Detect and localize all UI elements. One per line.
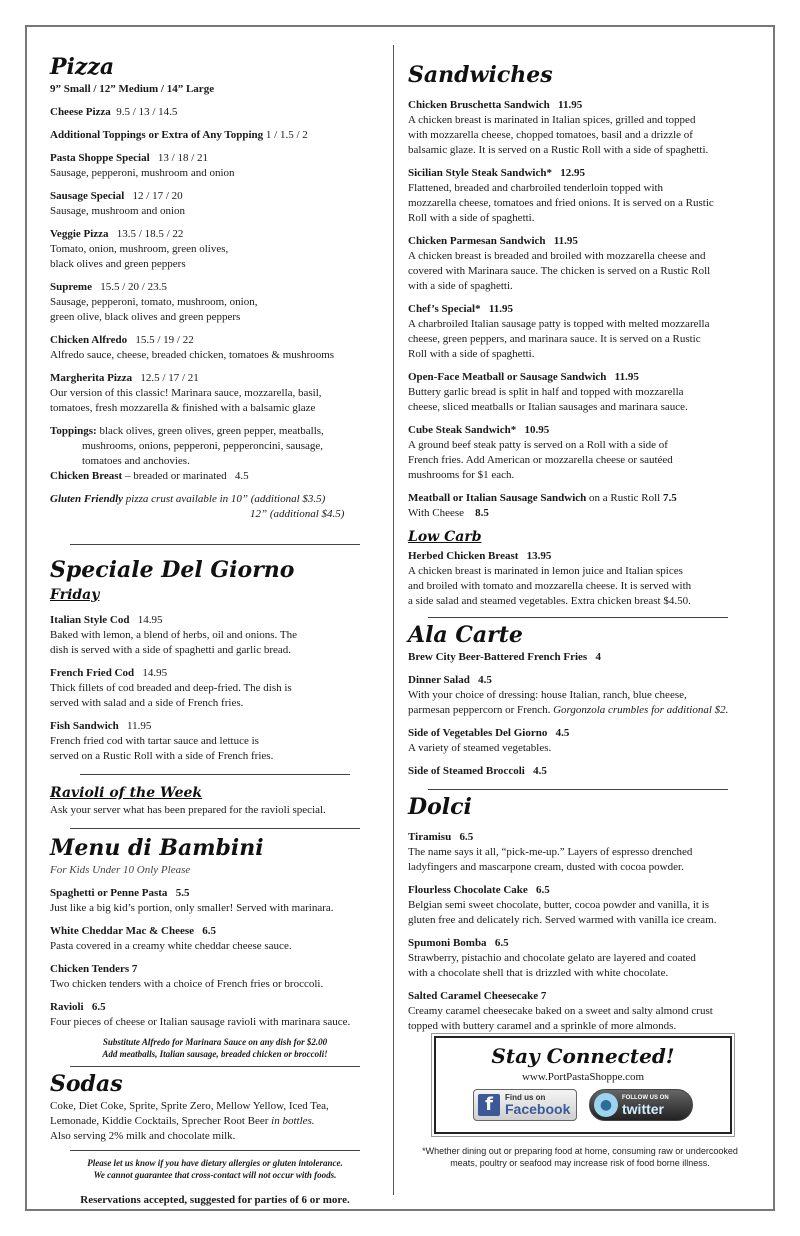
item-description: A chicken breast is marinated in Italian spices, grilled and topped xyxy=(408,114,696,126)
item-name: Spaghetti or Penne Pasta xyxy=(50,887,168,899)
facebook-small-text: Find us on xyxy=(505,1093,546,1102)
item-description: Two chicken tenders with a choice of French fries or broccoli. xyxy=(50,978,324,990)
pizza-item xyxy=(50,227,380,272)
item-price: 15.5 / 19 / 22 xyxy=(135,334,194,346)
item-name: Chicken Tenders 7 xyxy=(50,963,138,975)
divider xyxy=(70,544,360,545)
broccoli-side: Side of Steamed Broccoli 4.5 xyxy=(408,765,547,777)
dolci-items xyxy=(408,830,748,1034)
sandwich-items xyxy=(408,98,748,483)
dolci-heading: Dolci xyxy=(408,794,472,820)
item-description: Buttery garlic bread is split in half and topped with mozzarella xyxy=(408,386,684,398)
bambini-subtitle: For Kids Under 10 Only Please xyxy=(50,864,191,876)
dessert-item xyxy=(408,830,748,875)
facebook-icon: f xyxy=(478,1094,500,1116)
item-description: Strawberry, pistachio and chocolate gelato are layered and coated xyxy=(408,952,696,964)
vegetables-side: Side of Vegetables Del Giorno 4.5 A variety of steamed vegetables. xyxy=(408,727,570,754)
pizza-item xyxy=(50,333,380,363)
item-name: Tiramisu xyxy=(408,831,452,843)
item-name: Chicken Alfredo xyxy=(50,334,128,346)
item-price: 13.5 / 18.5 / 22 xyxy=(116,228,184,240)
item-description: tomatoes, fresh mozzarella & finished with a balsamic glaze xyxy=(50,402,316,414)
item-description: French fries. Add American or mozzarella cheese or sautéed xyxy=(408,454,673,466)
item-price: 12.95 xyxy=(560,167,585,179)
divider xyxy=(70,1066,360,1067)
item-description: balsamic glaze. It is served on a Rustic Roll with a side of spaghetti. xyxy=(408,144,709,156)
item-price: 6.5 xyxy=(494,937,509,949)
bambini-notes: Substitute Alfredo for Marinara Sauce on any dish for $2.00 Add meatballs, Italian sausage, breaded chicken or broccoli! xyxy=(102,1037,328,1059)
item-price: 14.95 xyxy=(137,614,163,626)
item-description: Roll with a side of spaghetti. xyxy=(408,348,535,360)
facebook-text: Facebook xyxy=(505,1101,571,1117)
item-description: Sausage, mushroom and onion xyxy=(50,205,186,217)
dinner-salad: Dinner Salad 4.5 With your choice of dressing: house Italian, ranch, blue cheese, parmesan peppercorn or French. Gorgonzola crumbles for additional $2. xyxy=(408,674,729,716)
kids-item xyxy=(50,924,380,954)
special-item xyxy=(50,666,380,711)
item-price: 15.5 / 20 / 23.5 xyxy=(100,281,167,293)
item-name: Pasta Shoppe Special xyxy=(50,152,150,164)
special-item xyxy=(50,613,380,658)
item-name: Open-Face Meatball or Sausage Sandwich xyxy=(408,371,607,383)
item-description: Tomato, onion, mushroom, green olives, xyxy=(50,243,229,255)
item-price: 11.95 xyxy=(488,303,514,315)
item-price: 11.95 xyxy=(127,720,152,732)
item-description: topped with buttery caramel and a sprinkle of more almonds. xyxy=(408,1020,677,1032)
item-name: Fish Sandwich xyxy=(50,720,119,732)
item-price: 11.95 xyxy=(553,235,578,247)
kids-item xyxy=(50,886,380,916)
sandwich-item xyxy=(408,370,748,415)
item-price: 6.5 xyxy=(536,884,550,896)
item-description: with a chocolate shell that is drizzled with white chocolate. xyxy=(408,967,669,979)
additional-toppings: Additional Toppings or Extra of Any Topping 1 / 1.5 / 2 xyxy=(50,129,308,141)
meatball-sandwich: Meatball or Italian Sausage Sandwich on a Rustic Roll 7.5 With Cheese 8.5 xyxy=(408,492,677,519)
gluten-friendly-note: Gluten Friendly pizza crust available in 10” (additional $3.5) 12” (additional $4.5) xyxy=(50,493,345,520)
speciale-items xyxy=(50,613,380,764)
item-name: Sausage Special xyxy=(50,190,125,202)
item-description: ladyfingers and mascarpone cream, dusted with cocoa powder. xyxy=(408,861,684,873)
item-name: Salted Caramel Cheesecake 7 xyxy=(408,990,547,1002)
reservations-note: Reservations accepted, suggested for parties of 6 or more. xyxy=(80,1194,350,1206)
column-divider xyxy=(393,45,394,1195)
divider xyxy=(70,828,360,829)
item-name: Chef’s Special* xyxy=(408,303,481,315)
dessert-item xyxy=(408,936,748,981)
item-name: Chicken Parmesan Sandwich xyxy=(408,235,546,247)
item-description: dish is served with a side of spaghetti and garlic bread. xyxy=(50,644,292,656)
item-description: served on a Rustic Roll with a side of French fries. xyxy=(50,750,274,762)
sodas-line1: Coke, Diet Coke, Sprite, Sprite Zero, Mellow Yellow, Iced Tea, xyxy=(50,1100,329,1112)
sodas-line2: Lemonade, Kiddie Cocktails, Sprecher Root Beer in bottles. xyxy=(50,1115,315,1127)
twitter-text: twitter xyxy=(622,1100,664,1117)
item-description: Baked with lemon, a blend of herbs, oil and onions. The xyxy=(50,629,297,641)
website-url[interactable]: www.PortPastaShoppe.com xyxy=(521,1071,645,1083)
dessert-item xyxy=(408,989,748,1034)
sandwich-item xyxy=(408,166,748,226)
sodas-line3: Also serving 2% milk and chocolate milk. xyxy=(50,1130,236,1142)
pizza-item xyxy=(50,280,380,325)
sandwich-item xyxy=(408,234,748,294)
friday-subheading: Friday xyxy=(50,587,100,603)
facebook-badge[interactable] xyxy=(473,1089,577,1121)
food-safety-disclaimer: *Whether dining out or preparing food at home, consuming raw or undercooked meats, poultry or seafood may increase risk of food borne illness. xyxy=(422,1146,738,1168)
item-name: Supreme xyxy=(50,281,92,293)
fries-item: Brew City Beer-Battered French Fries 4 xyxy=(408,651,601,663)
bambini-items xyxy=(50,886,380,1030)
herbed-chicken-breast: Herbed Chicken Breast 13.95 A chicken breast is marinated in lemon juice and Italian spices and broiled with tomato and mozzarella cheese. It is served with a side salad and steamed vegetables. Extra chicken breast $4.50. xyxy=(408,550,692,607)
item-description: Sausage, pepperoni, tomato, mushroom, onion, xyxy=(50,296,258,308)
stay-connected-box xyxy=(434,1036,732,1134)
item-name: Ravioli xyxy=(50,1001,84,1013)
allergy-notice: Please let us know if you have dietary allergies or gluten intolerance. We cannot guarantee that cross-contact will not occur with foods. xyxy=(87,1158,343,1180)
dessert-item xyxy=(408,883,748,928)
item-description: Creamy caramel cheesecake baked on a sweet and salty almond crust xyxy=(408,1005,713,1017)
special-item xyxy=(50,719,380,764)
item-price: 5.5 xyxy=(175,887,190,899)
sandwich-item xyxy=(408,98,748,158)
pizza-item xyxy=(50,151,380,181)
pizza-item xyxy=(50,371,380,416)
item-name: White Cheddar Mac & Cheese xyxy=(50,925,194,937)
sandwich-item xyxy=(408,423,748,483)
item-description: served with salad and a side of French fries. xyxy=(50,697,244,709)
item-description: Roll with a side of spaghetti. xyxy=(408,212,535,224)
item-name: Spumoni Bomba xyxy=(408,937,487,949)
item-price: 6.5 xyxy=(459,831,474,843)
item-description: Our version of this classic! Marinara sauce, mozzarella, basil, xyxy=(50,387,322,399)
item-description: covered with Marinara sauce. The chicken is served on a Rustic Roll xyxy=(408,265,711,277)
item-description: Alfredo sauce, cheese, breaded chicken, tomatoes & mushrooms xyxy=(50,349,335,361)
stay-connected-title: Stay Connected! xyxy=(491,1044,675,1068)
twitter-small-text: FOLLOW US ON xyxy=(622,1094,669,1101)
pizza-items xyxy=(50,151,380,416)
item-description: mushrooms for $1 each. xyxy=(408,469,515,481)
item-description: Flattened, breaded and charbroiled tenderloin topped with xyxy=(408,182,664,194)
item-name: French Fried Cod xyxy=(50,667,135,679)
item-price: 10.95 xyxy=(524,424,550,436)
sandwich-item xyxy=(408,302,748,362)
divider xyxy=(80,774,350,775)
item-description: with a side of spaghetti. xyxy=(408,280,513,292)
item-name: Veggie Pizza xyxy=(50,228,109,240)
item-description: Thick fillets of cod breaded and deep-fried. The dish is xyxy=(50,682,292,694)
item-description: with mozzarella cheese, chopped tomatoes, basil and a drizzle of xyxy=(408,129,693,141)
item-price: 11.95 xyxy=(558,99,583,111)
ravioli-desc: Ask your server what has been prepared for the ravioli special. xyxy=(50,804,326,816)
item-price: 6.5 xyxy=(91,1001,106,1013)
item-description: black olives and green peppers xyxy=(50,258,186,270)
item-description: A charbroiled Italian sausage patty is topped with melted mozzarella xyxy=(408,318,710,330)
item-price: 12 / 17 / 20 xyxy=(132,190,183,202)
item-description: mozzarella cheese, tomatoes and fried onions. It is served on a Rustic xyxy=(408,197,714,209)
speciale-heading: Speciale Del Giorno xyxy=(50,557,295,583)
item-description: A chicken breast is breaded and broiled with mozzarella cheese and xyxy=(408,250,706,262)
pizza-sizes: 9” Small / 12” Medium / 14” Large xyxy=(50,83,215,95)
item-description: gluten free and delicately rich. Served warmed with vanilla ice cream. xyxy=(408,914,717,926)
item-description: Four pieces of cheese or Italian sausage ravioli with marinara sauce. xyxy=(50,1016,351,1028)
sandwiches-heading: Sandwiches xyxy=(408,62,553,88)
divider xyxy=(428,789,728,790)
item-price: 14.95 xyxy=(142,667,168,679)
lowcarb-subheading: Low Carb xyxy=(408,529,482,545)
twitter-bird-icon: ● xyxy=(594,1093,618,1117)
item-description: A ground beef steak patty is served on a Roll with a side of xyxy=(408,439,668,451)
item-description: The name says it all, “pick-me-up.” Layers of espresso drenched xyxy=(408,846,693,858)
item-name: Flourless Chocolate Cake xyxy=(408,884,528,896)
pizza-item xyxy=(50,189,380,219)
left-column xyxy=(50,52,380,1208)
item-description: green olive, black olives and green peppers xyxy=(50,311,241,323)
item-description: Pasta covered in a creamy white cheddar cheese sauce. xyxy=(50,940,292,952)
cheese-pizza: Cheese Pizza 9.5 / 13 / 14.5 xyxy=(50,106,178,118)
alacarte-heading: Ala Carte xyxy=(408,622,523,648)
sodas-heading: Sodas xyxy=(50,1071,123,1097)
item-price: 11.95 xyxy=(614,371,639,383)
item-description: French fried cod with tartar sauce and lettuce is xyxy=(50,735,259,747)
kids-item xyxy=(50,962,380,992)
pizza-heading: Pizza xyxy=(50,54,115,80)
item-name: Chicken Bruschetta Sandwich xyxy=(408,99,550,111)
toppings-list: Toppings: black olives, green olives, green pepper, meatballs, mushrooms, onions, pepperoni, pepperoncini, sausage, tomatoes and anchovies. Chicken Breast – breaded or marinated 4.5 xyxy=(50,425,324,482)
item-description: cheese, sliced meatballs or Italian sausages and marinara sauce. xyxy=(408,401,688,413)
divider xyxy=(428,617,728,618)
bambini-heading: Menu di Bambini xyxy=(50,835,264,861)
divider xyxy=(70,1150,360,1151)
item-price: 12.5 / 17 / 21 xyxy=(140,372,199,384)
item-name: Margherita Pizza xyxy=(50,372,133,384)
item-description: cheese, green peppers, and marinara sauce. It is served on a Rustic xyxy=(408,333,701,345)
item-name: Cube Steak Sandwich* xyxy=(408,424,517,436)
item-price: 6.5 xyxy=(202,925,216,937)
item-description: Belgian semi sweet chocolate, butter, cocoa powder and vanilla, it is xyxy=(408,899,710,911)
twitter-badge[interactable] xyxy=(589,1089,693,1121)
social-links xyxy=(436,1089,730,1121)
item-description: Just like a big kid’s portion, only smaller! Served with marinara. xyxy=(50,902,334,914)
right-column xyxy=(408,60,748,1034)
item-name: Italian Style Cod xyxy=(50,614,130,626)
item-description: Sausage, pepperoni, mushroom and onion xyxy=(50,167,235,179)
ravioli-subheading: Ravioli of the Week xyxy=(50,785,203,801)
item-name: Sicilian Style Steak Sandwich* xyxy=(408,167,552,179)
item-price: 13 / 18 / 21 xyxy=(157,152,209,164)
kids-item xyxy=(50,1000,380,1030)
